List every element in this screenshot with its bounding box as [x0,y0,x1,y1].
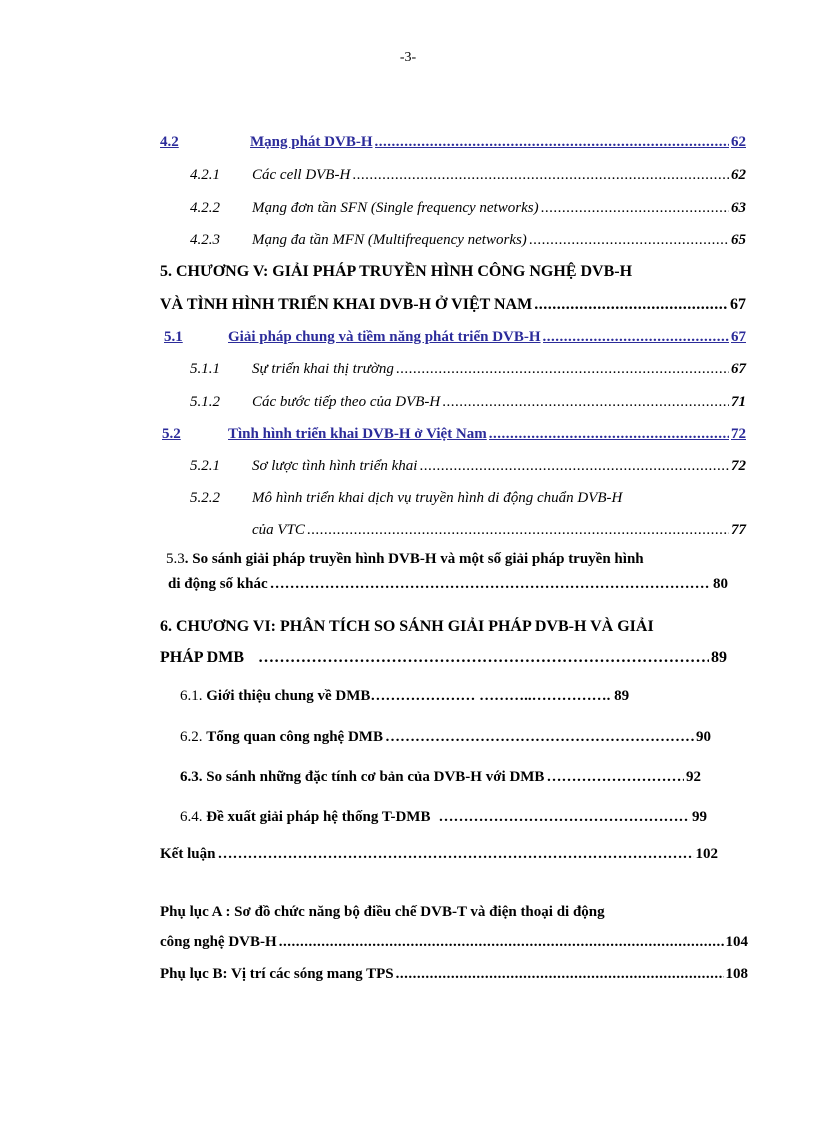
toc-entry-6-2[interactable] [180,729,711,746]
toc-entry-5-1-2[interactable] [190,394,746,411]
toc-title-cont: công nghệ DVB-H [160,934,277,950]
toc-page: 108 [725,966,748,982]
toc-title: Mạng đa tần MFN (Multifrequency networks) [252,232,527,248]
toc-title: VÀ TÌNH HÌNH TRIỂN KHAI DVB-H Ở VIỆT NAM [160,296,533,313]
toc-entry-4-2-1[interactable] [190,167,746,184]
toc-num: 4.2.3 [190,232,220,248]
toc-chapter-5-line1[interactable]: 5. CHƯƠNG V: GIẢI PHÁP TRUYỀN HÌNH CÔNG NGHỆ DVB-H [160,263,633,280]
toc-title-cont: di động số khác [168,576,268,592]
toc-page: 62 [731,134,746,150]
toc-chapter-6-line1[interactable]: 6. CHƯƠNG VI: PHÂN TÍCH SO SÁNH GIẢI PHÁP DVB-H VÀ GIẢI [160,618,654,635]
toc-page: 89 [614,688,630,704]
toc-page: 72 [731,458,746,474]
toc-title: Mô hình triển khai dịch vụ truyền hình di động chuẩn DVB-H [252,490,623,506]
dot-leader [438,809,690,826]
toc-title: Giải pháp chung và tiềm năng phát triển DVB-H [228,329,541,345]
toc-num: 5.1.1 [190,361,220,377]
toc-page: 67 [731,329,746,345]
toc-entry-5-3-line1[interactable] [166,551,644,568]
toc-chapter-5[interactable] [160,296,746,314]
toc-page: 89 [711,649,727,666]
toc-title: Giới thiệu chung về DMB [206,688,371,704]
toc-entry-5-2-2[interactable] [252,522,746,539]
toc-page: 99 [692,809,707,825]
dot-leader [375,134,729,151]
toc-title: Tổng quan công nghệ DMB [206,729,383,745]
dot-leader [217,846,693,863]
dot-leader: ………………… ………..……………. [370,688,615,704]
toc-page: 90 [696,729,711,745]
dot-leader [279,934,724,951]
toc-num: 4.2 [160,134,179,150]
toc-num: 6.1. [180,688,203,704]
toc-page: 71 [731,394,746,410]
page-number: -3- [399,50,417,65]
toc-entry-6-3[interactable] [180,769,701,786]
dot-leader [529,232,729,249]
toc-page: 62 [731,167,746,183]
dot-leader [352,167,729,184]
toc-title: Sự triển khai thị trường [252,361,394,377]
toc-page: 65 [731,232,746,248]
dot-leader [442,394,729,411]
toc-entry-4-2-2[interactable] [190,200,746,217]
toc-entry-6-4[interactable] [180,809,707,826]
toc-entry-4-2-3[interactable] [190,232,746,249]
toc-title-cont: của VTC [252,522,305,538]
toc-page: 67 [731,361,746,377]
toc-num: 5.1.2 [190,394,220,410]
toc-appendix-b[interactable] [160,966,748,983]
toc-title: . So sánh giải pháp truyền hình DVB-H và một số giải pháp truyền hình [184,551,644,567]
toc-num: 4.2.1 [190,167,220,183]
toc-title: Phụ lục B: Vị trí các sóng mang TPS [160,966,394,982]
toc-page: 77 [731,522,746,538]
dot-leader [385,729,694,746]
dot-leader [534,296,728,314]
toc-entry-5-2[interactable] [162,426,746,443]
dot-leader [541,200,729,217]
toc-num: 5.2.1 [190,458,220,474]
toc-title: Các cell DVB-H [252,167,351,183]
toc-title: Kết luận [160,846,216,862]
toc-title: Mạng phát DVB-H [250,134,373,150]
toc-page: 72 [731,426,746,442]
toc-title: Các bước tiếp theo của DVB-H [252,394,441,410]
toc-num: 5.1 [164,329,183,345]
toc-num: 5.3 [166,551,185,567]
toc-entry-4-2[interactable] [160,134,746,151]
toc-page: 92 [686,769,701,785]
toc-appendix-a[interactable] [160,934,748,951]
toc-page: 102 [695,846,718,862]
toc-num: 6.4. [180,809,203,825]
toc-title: So sánh những đặc tính cơ bản của DVB-H với DMB [206,769,545,785]
dot-leader [419,458,729,475]
toc-num: 6.3. [180,769,203,785]
dot-leader [270,576,711,593]
toc-title: PHÁP DMB [160,649,244,666]
dot-leader [543,329,729,346]
toc-num: 5.2 [162,426,181,442]
toc-entry-5-1-1[interactable] [190,361,746,378]
dot-leader [546,769,684,786]
toc-title: Tình hình triển khai DVB-H ở Việt Nam [228,426,487,442]
toc-num: 5.2.2 [190,490,220,506]
dot-leader [489,426,729,443]
toc-entry-6-1[interactable] [180,688,629,705]
toc-conclusion[interactable] [160,846,718,863]
toc-num: 4.2.2 [190,200,220,216]
toc-page: 63 [731,200,746,216]
toc-entry-5-2-2-line1[interactable] [190,490,622,507]
toc-title: Đề xuất giải pháp hệ thống T-DMB [206,809,431,825]
toc-chapter-6[interactable] [160,649,727,667]
dot-leader [307,522,729,539]
toc-entry-5-2-1[interactable] [190,458,746,475]
toc-entry-5-3[interactable] [168,576,728,593]
dot-leader [396,966,724,983]
toc-page: 80 [713,576,728,592]
toc-num: 6.2. [180,729,203,745]
toc-entry-5-1[interactable] [164,329,746,346]
toc-appendix-a-line1[interactable]: Phụ lục A : Sơ đồ chức năng bộ điều chế DVB-T và điện thoại di động [160,904,605,920]
dot-leader [258,649,709,667]
toc-title: Mạng đơn tần SFN (Single frequency networks) [252,200,539,216]
toc-page: 67 [730,296,746,313]
dot-leader [396,361,729,378]
toc-title: Sơ lược tình hình triển khai [252,458,418,474]
toc-page: 104 [725,934,748,950]
